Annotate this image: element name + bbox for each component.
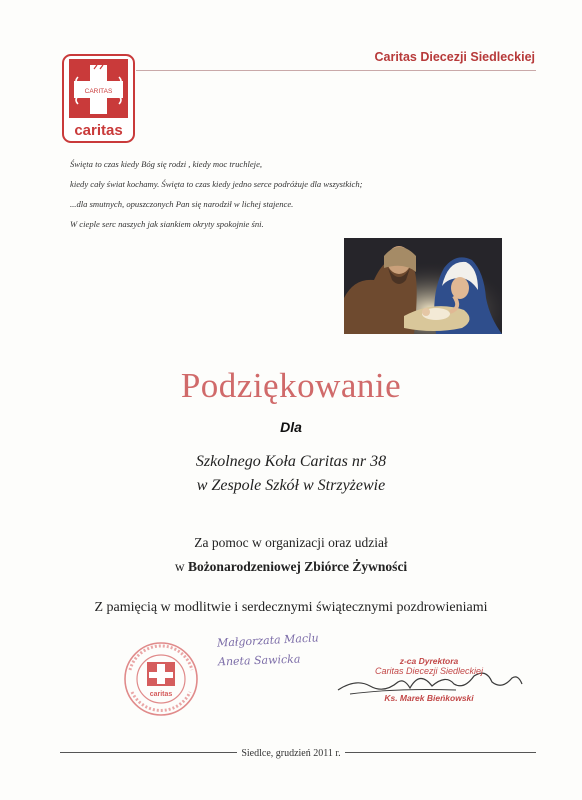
reason-line	[0, 555, 582, 579]
stamp-text: caritas	[149, 691, 173, 698]
recipient	[0, 450, 582, 498]
caritas-stamp	[122, 640, 200, 718]
handwritten-name: Aneta Sawicka	[217, 652, 301, 669]
for-label: Dla	[280, 419, 302, 435]
recipient-line: Szkolnego Koła Caritas nr 38	[195, 453, 387, 470]
signatory-block	[364, 656, 494, 703]
certificate-title: Podziękowanie	[180, 366, 402, 405]
logo-text: caritas	[74, 122, 123, 139]
poem-line: W cieple serc naszych jak siankiem okryty spokojnie śni.	[70, 219, 264, 229]
christmas-poem	[70, 154, 363, 234]
organization-name: Caritas Diecezji Siedleckiej	[374, 50, 535, 64]
signatory-role: z-ca Dyrektora	[399, 656, 459, 666]
reason-prefix: w	[174, 559, 188, 574]
handwritten-name: Małgorzata Maclu	[216, 631, 320, 650]
poem-line: kiedy cały świat kochamy. Święta to czas kiedy jedno serce podróżuje dla wszystkich;	[70, 179, 363, 189]
poem-line: Święta to czas kiedy Bóg się rodzi , kiedy moc truchleje,	[70, 159, 263, 169]
reason	[0, 531, 582, 579]
reason-event: Bożonarodzeniowej Zbiórce Żywności	[187, 559, 408, 574]
poem-line: ...dla smutnych, opuszczonych Pan się narodził w lichej stajence.	[70, 199, 294, 209]
nativity-image	[344, 238, 502, 334]
place-date: Siedlce, grudzień 2011 r.	[0, 748, 582, 759]
logo-cross-text: CARITAS	[84, 88, 113, 95]
signatory-name: Ks. Marek Bieńkowski	[384, 693, 474, 703]
recipient-line: w Zespole Szkół w Strzyżewie	[196, 477, 386, 494]
signatory-organization: Caritas Diecezji Siedleckiej	[374, 666, 484, 676]
reason-line: Za pomoc w organizacji oraz udział	[194, 535, 388, 550]
header-divider	[136, 70, 536, 71]
caritas-logo	[61, 53, 136, 144]
regards-line: Z pamięcią w modlitwie i serdecznymi świątecznymi pozdrowieniami	[94, 600, 488, 615]
